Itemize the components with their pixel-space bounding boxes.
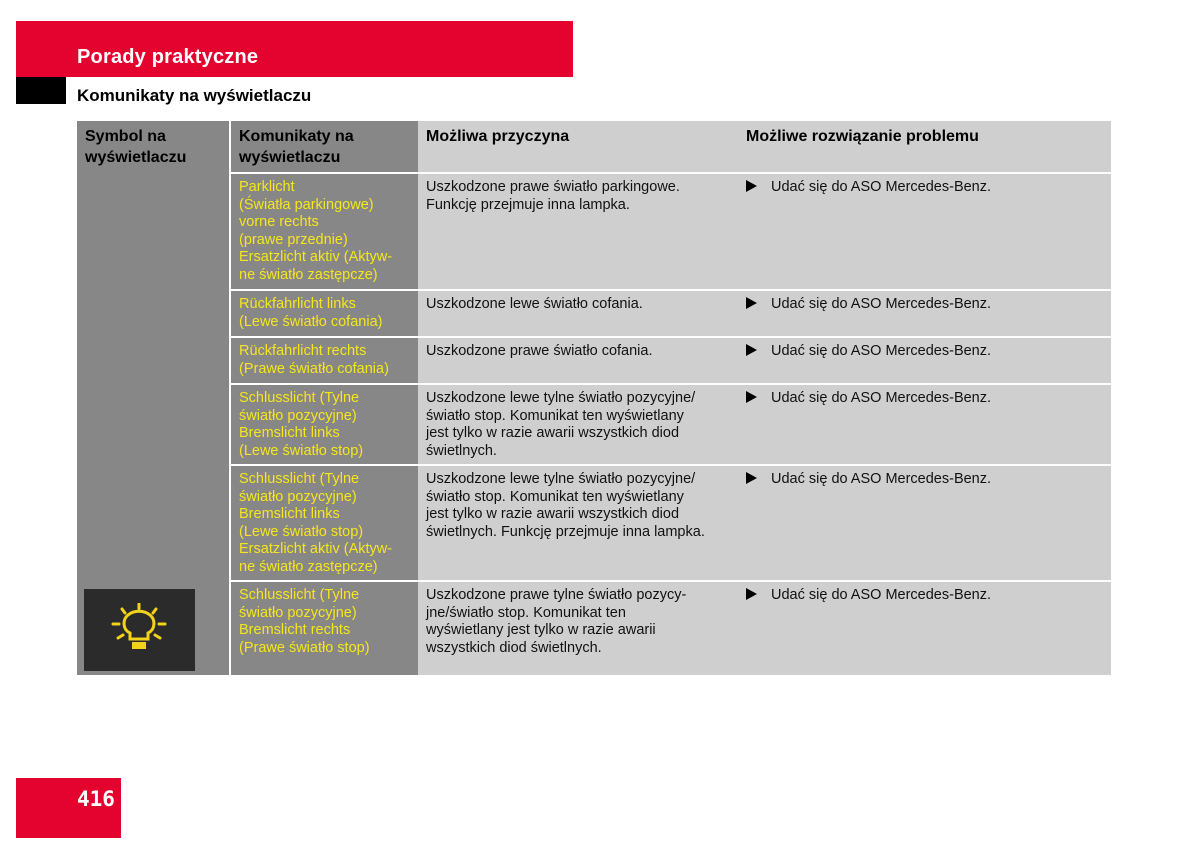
cause-cell: Uszkodzone prawe światło parkingowe. Funkcję przejmuje inna lampka.	[418, 174, 738, 289]
message-cell: Rückfahrlicht rechts (Prawe światło cofania)	[231, 338, 418, 383]
solution-cell	[738, 338, 1111, 383]
cause-cell: Uszkodzone lewe tylne światło pozycyjne/ światło stop. Komunikat ten wyświetlany jest tylko w razie awarii wszystkich diod świetlnych. Funkcję przejmuje inna lampka.	[418, 466, 738, 580]
display-messages-table	[77, 121, 1111, 675]
section-title: Komunikaty na wyświetlaczu	[77, 86, 312, 105]
chapter-title: Porady praktyczne	[77, 46, 259, 68]
chapter-banner	[16, 21, 573, 77]
message-cell: Schlusslicht (Tylne światło pozycyjne) Bremslicht rechts (Prawe światło stop)	[231, 582, 418, 675]
solution-cell	[738, 582, 1111, 675]
bullet-arrow-icon	[746, 472, 757, 484]
table-row	[231, 338, 1111, 383]
bullet-arrow-icon	[746, 297, 757, 309]
solution-text: Udać się do ASO Mercedes-Benz.	[771, 179, 992, 195]
table-row	[231, 466, 1111, 580]
solution-cell	[738, 466, 1111, 580]
message-cell: Schlusslicht (Tylne światło pozycyjne) Bremslicht links (Lewe światło stop) Ersatzlicht aktiv (Aktyw- ne światło zastępcze)	[231, 466, 418, 580]
display-symbol	[84, 589, 195, 671]
bullet-arrow-icon	[746, 180, 757, 192]
solution-text: Udać się do ASO Mercedes-Benz.	[771, 390, 992, 406]
message-cell: Parklicht (Światła parkingowe) vorne rechts (prawe przednie) Ersatzlicht aktiv (Aktyw- ne światło zastępcze)	[231, 174, 418, 289]
solution-text: Udać się do ASO Mercedes-Benz.	[771, 343, 992, 359]
cause-cell: Uszkodzone lewe światło cofania.	[418, 291, 738, 336]
bullet-arrow-icon	[746, 391, 757, 403]
section-marker	[16, 77, 66, 104]
exterior-lamp-icon	[110, 603, 168, 657]
cause-cell: Uszkodzone prawe tylne światło pozycy- jne/światło stop. Komunikat ten wyświetlany jest tylko w razie awarii wszystkich diod świetlnych.	[418, 582, 738, 675]
table-row	[231, 385, 1111, 464]
table-row	[231, 291, 1111, 336]
header-symbol: Symbol na wyświetlaczu	[85, 128, 187, 166]
header-message: Komunikaty na wyświetlaczu	[231, 121, 418, 172]
cause-cell: Uszkodzone lewe tylne światło pozycyjne/ światło stop. Komunikat ten wyświetlany jest tylko w razie awarii wszystkich diod świetlnych.	[418, 385, 738, 464]
header-solution: Możliwe rozwiązanie problemu	[738, 121, 1111, 172]
message-cell: Schlusslicht (Tylne światło pozycyjne) Bremslicht links (Lewe światło stop)	[231, 385, 418, 464]
page-number: 416	[77, 787, 115, 811]
cause-cell: Uszkodzone prawe światło cofania.	[418, 338, 738, 383]
solution-cell	[738, 385, 1111, 464]
solution-text: Udać się do ASO Mercedes-Benz.	[771, 587, 992, 603]
solution-text: Udać się do ASO Mercedes-Benz.	[771, 471, 992, 487]
table-row	[231, 174, 1111, 289]
bullet-arrow-icon	[746, 344, 757, 356]
page-number-tab	[16, 778, 121, 838]
bullet-arrow-icon	[746, 588, 757, 600]
symbol-column	[77, 121, 229, 675]
header-cause: Możliwa przyczyna	[418, 121, 738, 172]
solution-cell	[738, 291, 1111, 336]
solution-text: Udać się do ASO Mercedes-Benz.	[771, 296, 992, 312]
solution-cell	[738, 174, 1111, 289]
message-cell: Rückfahrlicht links (Lewe światło cofania)	[231, 291, 418, 336]
table-row	[231, 582, 1111, 675]
